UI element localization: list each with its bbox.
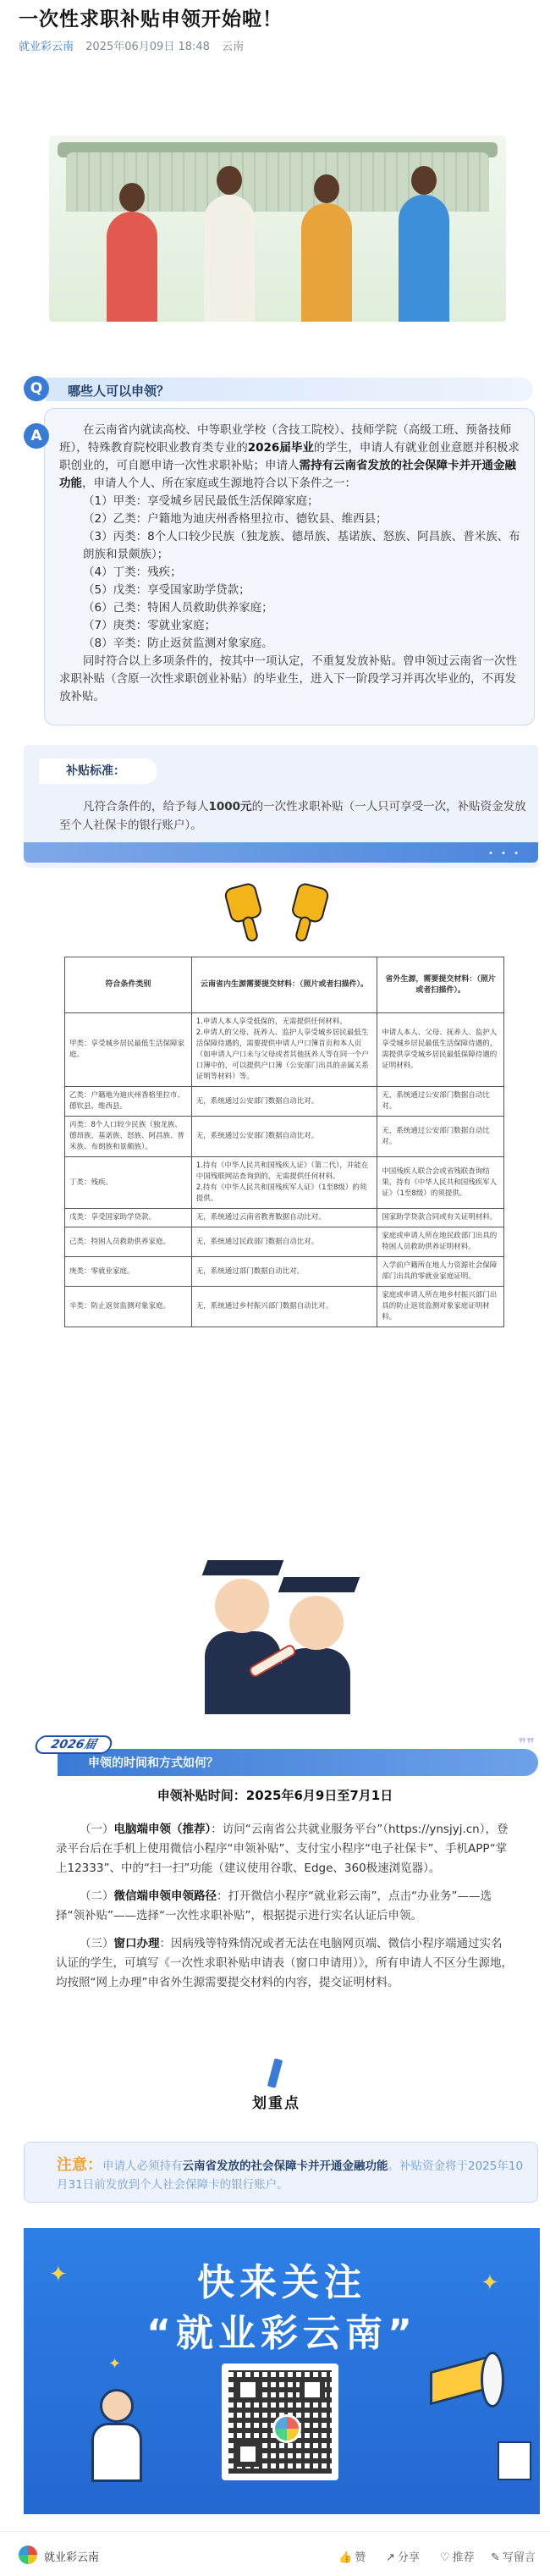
recommend-label: 推荐: [452, 2551, 475, 2564]
standard-footer-bar: [24, 842, 538, 863]
table-cell: 无，系统通过乡村振兴部门数据自动比对。: [191, 1287, 377, 1327]
pointing-hand-icon: [220, 880, 273, 948]
table-header: 云南省内生源需要提交材料：（照片或者扫描件）。: [191, 957, 377, 1013]
quote-icon: ❞❞: [518, 1735, 535, 1753]
bottom-bar: [0, 2531, 550, 2576]
step-text: ：打开微信小程序“就业彩云南”，点击“办业务”——选择“领补贴”——选择“一次性求职补贴”，根据提示进行实名认证后申领。: [56, 1889, 492, 1922]
graduate-gown: [279, 1648, 350, 1714]
pointing-hand-icon: [281, 880, 334, 948]
person-head: [100, 2389, 134, 2423]
sparkle-icon: ✦: [49, 2262, 68, 2287]
step-title: 电脑端申领（推荐）: [113, 1823, 212, 1836]
graduate-face: [215, 1579, 269, 1633]
table-cell: 国家助学贷款合同或有关证明材料。: [377, 1209, 504, 1227]
qr-finder: [235, 2377, 261, 2402]
article-title: 一次性求职补贴申领开始啦！: [19, 8, 283, 30]
condition-item: （6）己类：特困人员救助供养家庭；: [83, 601, 273, 615]
step-text: ：因病残等特殊情况或者无法在电脑网页端、微信小程序端通过实名认证的学生，可填写《一次性求职补贴申请表（窗口申请用）》，所有申请人不区分生源地，均按照“网上办理”申省外生源需要提交材料的内容，提交证明材料。: [56, 1937, 513, 1989]
notice-box: [24, 2142, 538, 2203]
student-figure: [399, 195, 449, 322]
table-cell: 家庭或申请人所在地民政部门出具的特困人员救助供养证明材料。: [377, 1227, 504, 1257]
key-point-marker: [245, 2059, 313, 2110]
table-cell: 丁类：残疾。: [65, 1157, 192, 1209]
table-cell: 无，系统通过民政部门数据自动比对。: [191, 1227, 377, 1257]
standard-text: [59, 797, 533, 835]
table-header: 省外生源，需要提交材料：（照片或者扫描件）。: [377, 957, 504, 1013]
qr-code[interactable]: [222, 2364, 338, 2480]
answer-text: [59, 422, 523, 706]
document-icon: [498, 2441, 531, 2480]
step-number: （一）: [80, 1823, 114, 1836]
table-cell: 无，系统通过公安部门数据自动比对。: [191, 1087, 377, 1117]
materials-table: [64, 957, 504, 1327]
standard-text-part: 凡符合条件的，给予每人: [83, 800, 209, 814]
graduates-illustration: [196, 1553, 357, 1714]
table-cell: 乙类：户籍地为迪庆州香格里拉市、德钦县、维西县。: [65, 1087, 192, 1117]
class-of-2026-tag: 2026届: [34, 1735, 114, 1754]
graduate-face: [289, 1596, 344, 1650]
table-row: [65, 1287, 504, 1327]
thumbs-up-icon: 👍: [338, 2551, 353, 2564]
step-number: （三）: [80, 1937, 114, 1950]
standard-amount: 1000元: [208, 800, 252, 814]
a-badge: A: [24, 423, 49, 449]
table-cell: 家庭或申请人所在地乡村振兴部门出具的防止返贫监测对象家庭证明材料。: [377, 1287, 504, 1327]
key-point-text: 划重点: [252, 2095, 300, 2112]
table-row: [65, 1209, 504, 1227]
comment-label: 写留言: [502, 2551, 536, 2564]
graduation-cap-icon: [202, 1560, 284, 1575]
answer-paragraph: [59, 422, 523, 493]
table-header: 符合条件类别: [65, 957, 192, 1013]
author-link[interactable]: 就业彩云南: [19, 41, 74, 53]
megaphone-icon: [413, 2347, 506, 2414]
application-period: 申领补贴时间：2025年6月9日至7月1日: [157, 1788, 393, 1803]
table-cell: 入学前户籍所在地人力资源社会保障部门出具的零就业家庭证明。: [377, 1257, 504, 1287]
table-row: [65, 1227, 504, 1257]
answer-bold: 需持有云南省发放的社会保障卡并开通金融功能: [59, 459, 516, 490]
share-label: 分享: [397, 2551, 420, 2564]
student-figure: [107, 212, 157, 322]
student-figure: [204, 195, 255, 322]
answer-bold: 2026届毕业: [247, 441, 314, 455]
table-cell: 中国残疾人联合会或省残联查询结果，持有《中华人民共和国残疾军人证》（1至8级）的须提供。: [377, 1157, 504, 1209]
table-cell: 1.持有《中华人民共和国残疾人证》（第二代），并能在中国残联网站查询到的，无需提供任何材料。 2.持有《中华人民共和国残疾军人证》（1至8级）的须提供。: [191, 1157, 377, 1209]
like-label: 赞: [355, 2551, 366, 2564]
person-torso: [91, 2423, 142, 2482]
application-steps: [56, 1820, 513, 2001]
table-cell: 甲类：享受城乡居民最低生活保障家庭。: [65, 1013, 192, 1087]
students-figures: [83, 186, 472, 322]
like-button[interactable]: [338, 2548, 366, 2564]
q-badge: Q: [24, 376, 49, 401]
table-cell: 丙类：8个人口较少民族（独龙族、德昂族、基诺族、怒族、阿昌族、普米族、布朗族和景颇族）。: [65, 1117, 192, 1157]
question-header: [24, 371, 538, 405]
condition-item: （3）丙类：8个人口较少民族（独龙族、德昂族、基诺族、怒族、阿昌族、普米族、布朗族和景颇族）；: [83, 530, 520, 561]
notice-bold: 云南省发放的社会保障卡并开通金融功能: [182, 2160, 388, 2173]
condition-item: （2）乙类：户籍地为迪庆州香格里拉市、德钦县、维西县；: [83, 512, 388, 526]
step-title: 微信端申领申领路径: [113, 1889, 217, 1903]
answer-text-part: 的学生，申请人有就业创业意愿并积极求职创业的，可自愿申请一次性求职补贴；申请人: [59, 441, 520, 472]
answer-text-part: 在云南省内就读高校、中等职业学校（含技工院校）、技师学院（高级工班、预备技师班），特殊教育院校职业教育类专业的: [59, 423, 512, 455]
qr-logo-icon: [272, 2414, 301, 2443]
student-figure: [301, 203, 352, 322]
table-row: [65, 1257, 504, 1287]
qr-pattern: [228, 2370, 332, 2474]
pointing-hands-icon: [227, 885, 337, 952]
eligibility-section: [24, 322, 538, 736]
condition-item: （4）丁类：残疾；: [83, 565, 182, 579]
step-item: [56, 1820, 513, 1878]
sparkle-icon: ✦: [108, 2355, 122, 2373]
notice-text-part: 。补贴资金将于2025年10月31日前发放到个人社会保障卡的银行账户。: [57, 2160, 524, 2192]
poster-headline: 快来关注: [197, 2261, 366, 2304]
table-cell: 辛类：防止返贫监测对象家庭。: [65, 1287, 192, 1327]
step-item: [56, 1887, 513, 1926]
condition-item: （7）庚类：零就业家庭；: [83, 619, 217, 632]
publish-date: 2025年06月09日 18:48: [85, 41, 210, 53]
table-row: [65, 1117, 504, 1157]
table-cell: 无，系统通过公安部门数据自动比对。: [377, 1087, 504, 1117]
account-name[interactable]: 就业彩云南: [44, 2551, 100, 2564]
answer-text-part: ，申请人个人、所在家庭或生源地符合以下条件之一：: [82, 477, 356, 490]
question-title: 哪些人可以申领？: [68, 383, 170, 399]
table-cell: 戊类：享受国家助学贷款。: [65, 1209, 192, 1227]
share-button[interactable]: [386, 2548, 420, 2564]
standard-label: 补贴标准：: [66, 764, 125, 778]
table-cell: 无，系统通过公安部门数据自动比对。: [377, 1117, 504, 1157]
notice-lead: 注意：: [57, 2156, 102, 2174]
step-title: 窗口办理: [113, 1937, 160, 1950]
pencil-icon: [267, 2058, 283, 2088]
condition-item: （5）戊类：享受国家助学贷款；: [83, 583, 250, 597]
table-cell: 己类：特困人员救助供养家庭。: [65, 1227, 192, 1257]
step-item: [56, 1934, 513, 1993]
follow-promo-poster: [24, 2228, 540, 2514]
how-to-apply-banner: [24, 1735, 538, 1770]
table-cell: 无，系统通过公安部门数据自动比对。: [191, 1117, 377, 1157]
notice-text: [57, 2156, 531, 2194]
publish-location: 云南: [222, 41, 245, 53]
graduate-gown: [205, 1631, 281, 1714]
answer-paragraph-2: 同时符合以上多项条件的，按其中一项认定，不重复发放补贴。曾申领过云南省一次性求职补贴（含原一次性求职创业补贴）的毕业生，进入下一阶段学习并再次毕业的，不再发放补贴。: [59, 654, 517, 703]
standard-text-part: 的一次性求职补贴（一人只可享受一次，补贴资金发放至个人社保卡的银行账户）。: [59, 800, 526, 832]
account-avatar-icon[interactable]: [19, 2546, 37, 2564]
table-row: [65, 1087, 504, 1117]
table-cell: 庚类：零就业家庭。: [65, 1257, 192, 1287]
subsidy-standard-box: [24, 745, 538, 868]
notice-text-part: 申请人必须持有: [102, 2160, 183, 2173]
step-text: ：访问“云南省公共就业服务平台”（https://ynsjyj.cn），登录平台后在手机上使用微信小程序“申领补贴”、支付宝小程序“电子社保卡”、手机APP“掌上12333”、中的“扫一扫”功能（建议使用谷歌、Edge、360极速浏览器）。: [56, 1823, 509, 1875]
share-icon: ↗: [386, 2551, 395, 2564]
recommend-button[interactable]: [440, 2548, 475, 2564]
dots-decoration: • • •: [487, 849, 521, 858]
table-row: [65, 1013, 504, 1087]
sparkle-icon: ✦: [481, 2270, 499, 2296]
pen-icon: ✎: [491, 2551, 500, 2564]
poster-subheadline: “就业彩云南”: [146, 2312, 417, 2355]
heart-icon: ♡: [440, 2551, 450, 2564]
table-row: [65, 1157, 504, 1209]
table-cell: 无，系统通过部门数据自动比对。: [191, 1257, 377, 1287]
person-illustration: [83, 2389, 151, 2499]
table-header-row: [65, 957, 504, 1013]
qr-finder: [300, 2377, 325, 2402]
graduation-cap-icon: [278, 1577, 360, 1592]
condition-item: （1）甲类：享受城乡居民最低生活保障家庭；: [83, 494, 319, 508]
qr-finder: [235, 2441, 261, 2467]
step-number: （二）: [80, 1889, 114, 1903]
article-meta: [19, 37, 252, 53]
hero-illustration: [49, 135, 506, 322]
table-cell: 1.申请人本人享受低保的，无需提供任何材料。 2.申请人的父母、抚养人、监护人享受城乡居民最低生活保障待遇的，需要提供申请人户口簿首页和本人页（如申请人户口未与父母或者其他抚养人等在同一个户口簿中的，可以提供户口簿（公安部门出具的亲属关系证明等材料）等。: [191, 1013, 377, 1087]
table-cell: 申请人本人、父母、抚养人、监护人享受城乡居民最低生活保障待遇的，需提供享受城乡居民最低保障待遇的证明材料。: [377, 1013, 504, 1087]
banner-title: 申领的时间和方式如何？: [88, 1757, 218, 1770]
condition-item: （8）辛类：防止返贫监测对象家庭。: [83, 637, 273, 650]
comment-button[interactable]: [491, 2548, 536, 2564]
table-cell: 无，系统通过云南省教育数据自动比对。: [191, 1209, 377, 1227]
